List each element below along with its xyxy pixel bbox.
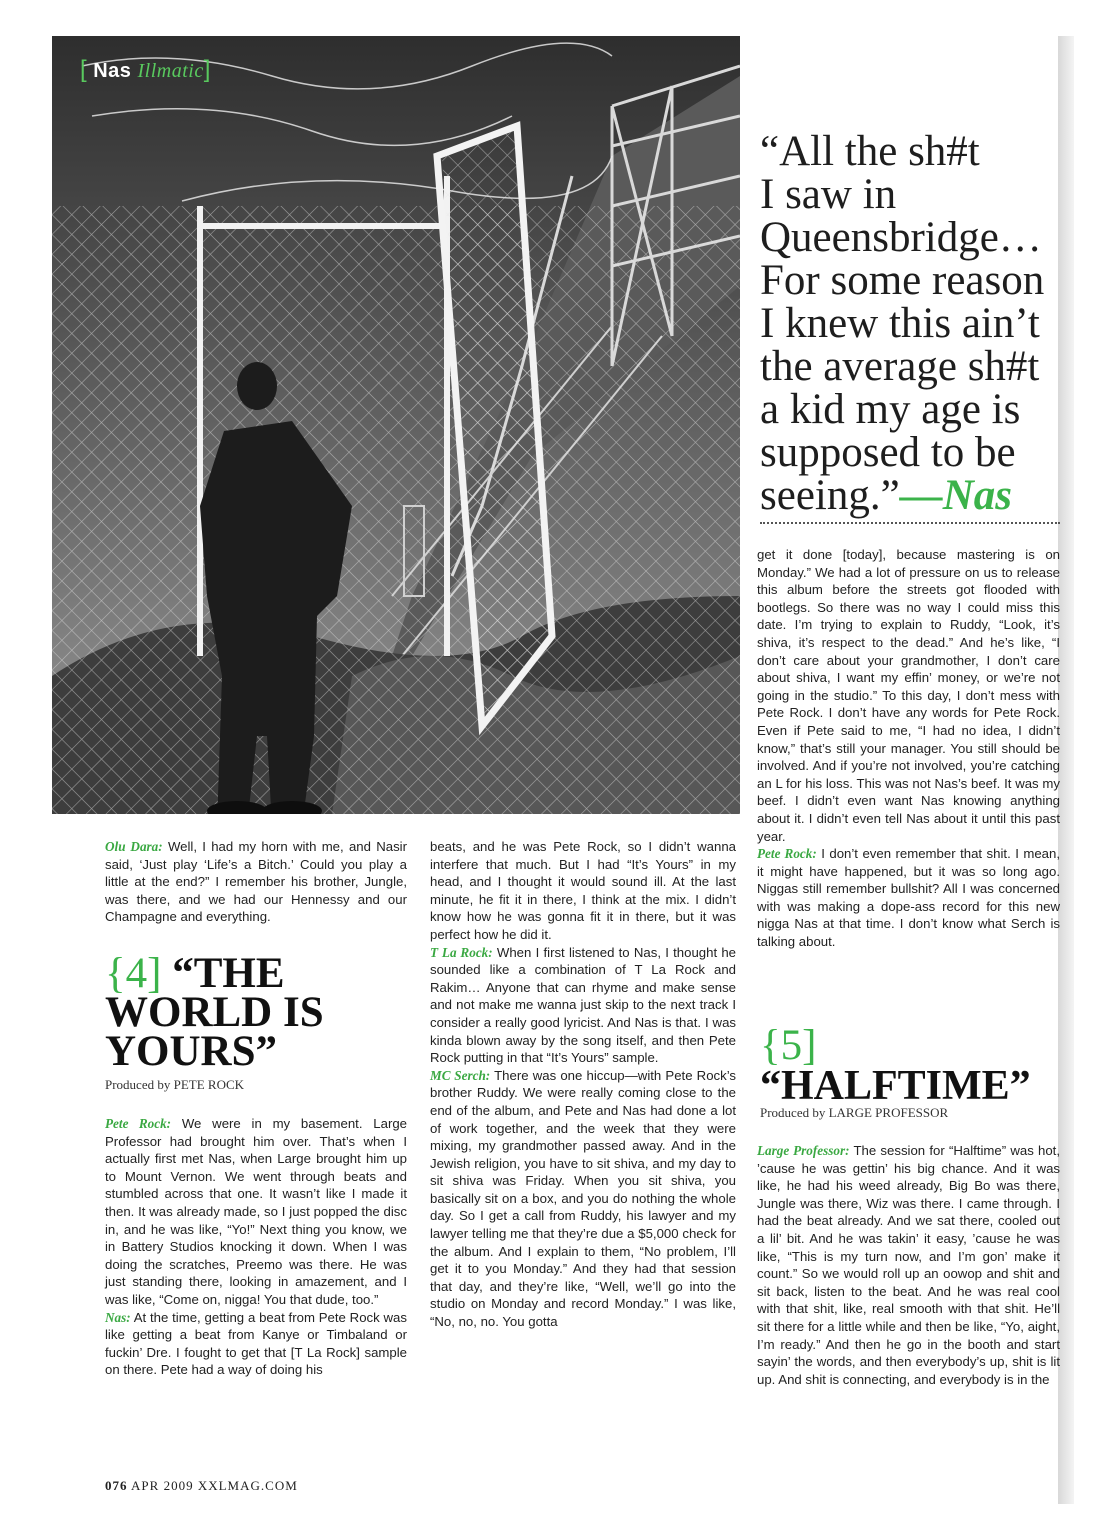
paragraph-text: At the time, getting a beat from Pete Rock was like getting a beat from Kanye or Timbaland or fuckin’ Dre. I fought to get that [T La Rock] sample on there. Pete had a way of doing his bbox=[105, 1309, 407, 1378]
column-3 bbox=[757, 546, 1060, 951]
column-1-body bbox=[105, 1115, 407, 1379]
section-5-number: {5] bbox=[760, 1022, 817, 1069]
paragraph-text: beats, and he was Pete Rock, so I didn’t wanna interfere that much. But I had “It’s Yours” in my head, and I thought it would sound ill. At the last minute, he fit it in there, I think at the mix. I didn’t know how he was gonna fit it in there, but it was perfect how he did it. bbox=[430, 839, 736, 942]
column-1-intro bbox=[105, 838, 407, 926]
pull-quote-attribution: —Nas bbox=[899, 472, 1012, 519]
speaker-name: Pete Rock: bbox=[105, 1116, 172, 1131]
paragraph-text: The session for “Halftime” was hot, ’cause he was gettin’ his big chance. And it was like, he had his weed already, Big Bo was there, Jungle was there, Wiz was there. I came through. I had the beat already. And we sat there, cooled out a lil’ bit. And he was takin’ it easy, ’cause he was like, “This is my turn now, and I’m gon’ make it count.” So we would roll up an oowop and shit and sit back, listen to the beat. And he was real cool with that shit, like, real smooth with that shit. He’ll sit there for a little while and then be like, “Yo, aight, I’m ready.” And then he go in the booth and start sayin’ the words, and then everybody’s up, shit is lit up. And shit is connecting, and everybody is in the bbox=[757, 1143, 1061, 1387]
tag-album: Illmatic bbox=[137, 60, 204, 82]
divider bbox=[760, 522, 1060, 524]
issue-date: APR 2009 bbox=[131, 1478, 194, 1493]
paragraph-text: When I first listened to Nas, I thought he sounded like a combination of T La Rock and Rakim… Anyone that can rhyme and make sense and not make me wanna just skip to the next track I consider a really good lyricist. And Nas is that. I was kinda blown away by the song itself, and then Pete Rock putting in that “It’s Yours” sample. bbox=[430, 944, 737, 1066]
tag-open-bracket: [ bbox=[80, 56, 88, 83]
site-url: XXLMAG.COM bbox=[197, 1478, 298, 1493]
section-5-title: “HALFTIME” bbox=[760, 1063, 1031, 1109]
column-3-bottom bbox=[757, 1142, 1060, 1388]
section-4-heading bbox=[105, 950, 405, 1075]
pull-quote bbox=[760, 130, 1070, 517]
tag-artist: Nas bbox=[93, 60, 132, 82]
speaker-name: Large Professor: bbox=[757, 1143, 850, 1158]
producer-credit: Produced by PETE ROCK bbox=[105, 1077, 245, 1092]
section-tag bbox=[80, 56, 211, 84]
section-number: {4] bbox=[105, 950, 162, 997]
paragraph-text: I don’t even remember that shit. I mean, it might have happened, but it was so long ago. Niggas still remember bullshit? All I was concerned with was making a dope-ass record for this new nigga Nas at that time. I don’t know what Serch is talking about. bbox=[757, 846, 1060, 950]
photo-illustration bbox=[52, 36, 740, 814]
speaker-name: Nas: bbox=[105, 1309, 131, 1325]
column-2 bbox=[430, 838, 736, 1331]
producer-credit: Produced by LARGE PROFESSOR bbox=[760, 1105, 949, 1120]
section-title: “THE WORLD IS YOURS” bbox=[105, 950, 324, 1075]
speaker-name: T La Rock: bbox=[430, 944, 493, 960]
paragraph-text: Well, I had my horn with me, and Nasir said, ‘Just play ‘Life’s a Bitch.’ Could you play a little at the end?” I remember his brother, Jungle, was there, and we had our Hennessy and our Champagne and everything. bbox=[105, 839, 407, 925]
tag-close-bracket: ] bbox=[203, 56, 211, 83]
cover-photo bbox=[52, 36, 740, 814]
paragraph-text: We were in my basement. Large Professor had brought him over. That’s when I actually first met Nas, when Large brought him up to Mount Vernon. We went through beats and stumbled across that one. It wasn’t like I made it then. It was already made, so I just popped the disc in, and he was like, “Yo!” Next thing you know, we in Battery Studios knocking it down. When I was doing the scratches, Preemo was there. He was just standing there, looking in amazement, and I was like, “Come on, nigga! You that dude, too.” bbox=[105, 1116, 408, 1307]
paragraph-text: get it done [today], because mastering is on Monday.” We had a lot of pressure on us to release this album before the streets got flooded with bootlegs. So there was no way I could miss this date. I’m trying to explain to Ruddy, “Look, it’s shiva, it’s respect to the dead.” And he’s like, “I don’t care about your grandmother, I don’t care about shiva, I want my effin’ money, or we’re not going in the studio.” To this day, I don’t mess with Pete Rock. I don’t have any words for Pete Rock. Even if Pete said to me, “I had no idea, I didn’t know,” that’s still your manager. You still should be involved. And if you’re not involved, you’re catching an L for his loss. This was not Nas’s beef. It was my beef. I didn’t even want Nas knowing anything about it. I didn’t even tell Nas about it until this past year. bbox=[757, 547, 1060, 844]
speaker-name: Olu Dara: bbox=[105, 839, 163, 854]
pull-quote-text: “All the sh#t I saw in Queensbridge… For some reason I knew this ain’t the average sh#t a kid my age is supposed to be seeing.” bbox=[760, 128, 1045, 519]
paragraph-text: There was one hiccup—with Pete Rock’s brother Ruddy. We were really coming close to the end of the album, and Pete and Nas had done a lot of work together, and the week that they were mixing, my grandmother passed away. And in the Jewish religion, you have to sit shiva, and my day to sit shiva was Friday. When you sit shiva, you basically sit on a box, and you do nothing the whole day. So I get a call from Ruddy, his lawyer and my lawyer telling me that they’re due a $5,000 check for the album. And I explain to them, “No problem, I’ll get it to you Monday.” And they had that session that day, and they’re like, “Well, we’ll go into the studio on Monday and record Monday.” I was like, “No, no, no. You gotta bbox=[430, 1067, 737, 1330]
page-footer bbox=[105, 1478, 298, 1494]
page-number: 076 bbox=[105, 1478, 128, 1493]
speaker-name: Pete Rock: bbox=[757, 846, 817, 862]
speaker-name: MC Serch: bbox=[430, 1067, 491, 1083]
